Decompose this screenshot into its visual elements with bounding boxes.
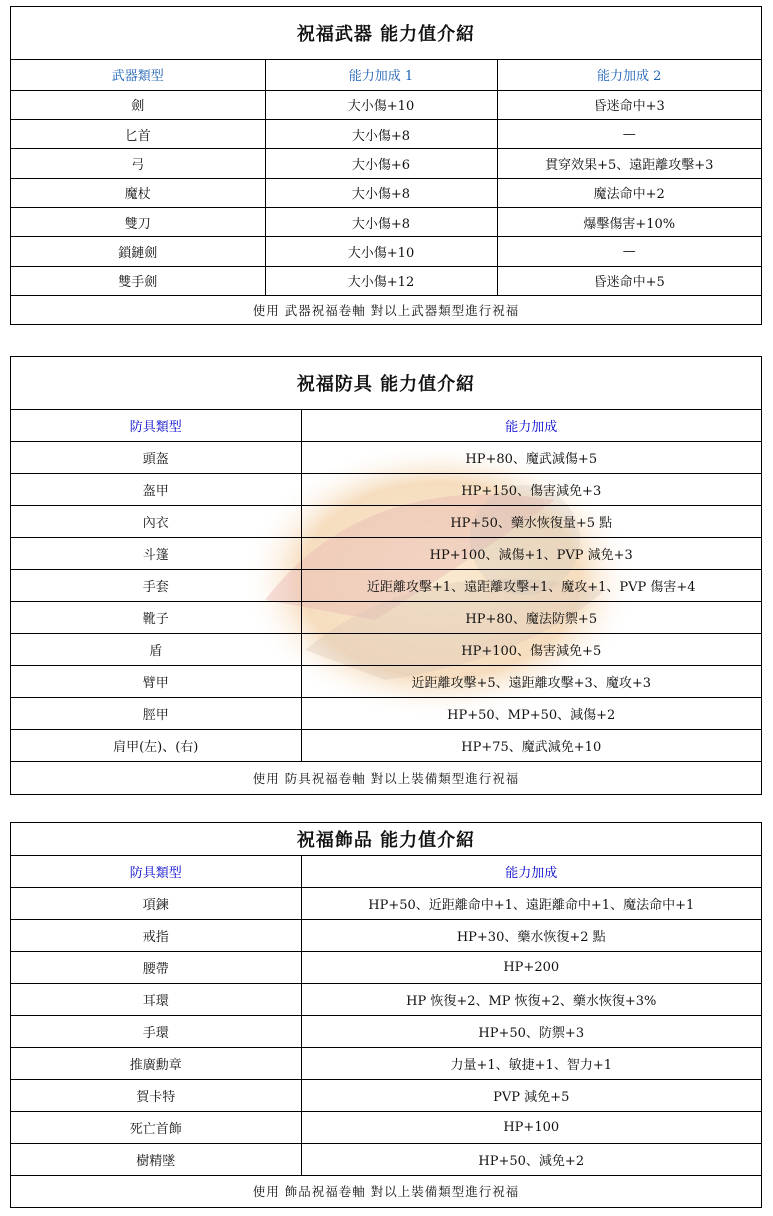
bonus-cell: 大小傷+10: [265, 237, 497, 266]
table-row: [11, 1015, 761, 1047]
table-row: [11, 441, 761, 473]
item-type-cell: 項鍊: [11, 887, 301, 919]
item-type-cell: 脛甲: [11, 698, 301, 730]
bonus-cell: PVP 減免+5: [301, 1079, 761, 1111]
armor-title: 祝福防具 能力值介紹: [11, 357, 761, 409]
item-type-cell: 盾: [11, 634, 301, 666]
table-row: [11, 1111, 761, 1143]
table-row: [11, 698, 761, 730]
table-row: [11, 149, 761, 178]
bonus-cell: HP+50、減免+2: [301, 1143, 761, 1175]
item-type-cell: 手環: [11, 1015, 301, 1047]
table-row: [11, 505, 761, 537]
item-type-cell: 肩甲(左)、(右): [11, 730, 301, 762]
accessories-header-bonus: 能力加成: [301, 855, 761, 887]
bonus-cell: 昏迷命中+5: [497, 266, 761, 295]
bonus-cell: HP+50、藥水恢復量+5 點: [301, 505, 761, 537]
item-type-cell: 劍: [11, 90, 265, 119]
weapons-header-bonus2: 能力加成 2: [497, 60, 761, 90]
accessories-header-type: 防具類型: [11, 855, 301, 887]
armor-header-bonus: 能力加成: [301, 409, 761, 441]
table-row: [11, 569, 761, 601]
item-type-cell: 斗篷: [11, 537, 301, 569]
item-type-cell: 鎖鏈劍: [11, 237, 265, 266]
item-type-cell: 臂甲: [11, 666, 301, 698]
item-type-cell: 雙手劍: [11, 266, 265, 295]
bonus-cell: 昏迷命中+3: [497, 90, 761, 119]
bonus-cell: HP+30、藥水恢復+2 點: [301, 919, 761, 951]
bonus-cell: 大小傷+8: [265, 207, 497, 236]
item-type-cell: 推廣勳章: [11, 1047, 301, 1079]
item-type-cell: 內衣: [11, 505, 301, 537]
item-type-cell: 死亡首飾: [11, 1111, 301, 1143]
accessories-title: 祝福飾品 能力值介紹: [11, 823, 761, 855]
bonus-cell: 魔法命中+2: [497, 178, 761, 207]
bonus-cell: HP 恢復+2、MP 恢復+2、藥水恢復+3%: [301, 983, 761, 1015]
weapons-panel: [10, 6, 762, 325]
table-row: [11, 634, 761, 666]
item-type-cell: 靴子: [11, 602, 301, 634]
bonus-cell: 爆擊傷害+10%: [497, 207, 761, 236]
bonus-cell: 近距離攻擊+1、遠距離攻擊+1、魔攻+1、PVP 傷害+4: [301, 569, 761, 601]
bonus-cell: HP+80、魔法防禦+5: [301, 602, 761, 634]
bonus-cell: 力量+1、敏捷+1、智力+1: [301, 1047, 761, 1079]
weapons-table-body: [11, 90, 761, 296]
table-row: [11, 1047, 761, 1079]
bonus-cell: 近距離攻擊+5、遠距離攻擊+3、魔攻+3: [301, 666, 761, 698]
table-row: [11, 237, 761, 266]
bonus-cell: 大小傷+12: [265, 266, 497, 295]
bonus-cell: 大小傷+6: [265, 149, 497, 178]
weapons-title: 祝福武器 能力值介紹: [11, 7, 761, 60]
table-row: [11, 887, 761, 919]
bonus-cell: HP+50、防禦+3: [301, 1015, 761, 1047]
weapons-header-bonus1: 能力加成 1: [265, 60, 497, 90]
item-type-cell: 手套: [11, 569, 301, 601]
item-type-cell: 盔甲: [11, 473, 301, 505]
table-row: [11, 473, 761, 505]
armor-footer: 使用 防具祝福卷軸 對以上裝備類型進行祝福: [11, 762, 761, 794]
table-row: [11, 537, 761, 569]
bonus-cell: HP+50、MP+50、減傷+2: [301, 698, 761, 730]
item-type-cell: 腰帶: [11, 951, 301, 983]
item-type-cell: 雙刀: [11, 207, 265, 236]
bonus-cell: HP+200: [301, 951, 761, 983]
bonus-cell: 貫穿效果+5、遠距離攻擊+3: [497, 149, 761, 178]
table-row: [11, 178, 761, 207]
armor-header-type: 防具類型: [11, 409, 301, 441]
weapons-footer: 使用 武器祝福卷軸 對以上武器類型進行祝福: [11, 296, 761, 324]
bonus-cell: HP+150、傷害減免+3: [301, 473, 761, 505]
table-row: [11, 983, 761, 1015]
item-type-cell: 魔杖: [11, 178, 265, 207]
bonus-cell: 大小傷+8: [265, 119, 497, 148]
bonus-cell: HP+100、傷害減免+5: [301, 634, 761, 666]
weapons-header-type: 武器類型: [11, 60, 265, 90]
bonus-cell: HP+80、魔武減傷+5: [301, 441, 761, 473]
item-type-cell: 頭盔: [11, 441, 301, 473]
bonus-cell: HP+50、近距離命中+1、遠距離命中+1、魔法命中+1: [301, 887, 761, 919]
bonus-cell: HP+100、減傷+1、PVP 減免+3: [301, 537, 761, 569]
item-type-cell: 匕首: [11, 119, 265, 148]
armor-table-body: [11, 441, 761, 762]
item-type-cell: 弓: [11, 149, 265, 178]
accessories-footer: 使用 飾品祝福卷軸 對以上裝備類型進行祝福: [11, 1175, 761, 1207]
armor-panel: [10, 356, 762, 795]
table-row: [11, 207, 761, 236]
item-type-cell: 樹精墜: [11, 1143, 301, 1175]
accessories-table-body: [11, 887, 761, 1175]
item-type-cell: 賀卡特: [11, 1079, 301, 1111]
table-row: [11, 90, 761, 119]
table-row: [11, 666, 761, 698]
item-type-cell: 耳環: [11, 983, 301, 1015]
table-row: [11, 730, 761, 762]
table-row: [11, 951, 761, 983]
item-type-cell: 戒指: [11, 919, 301, 951]
accessories-panel: [10, 822, 762, 1208]
table-row: [11, 602, 761, 634]
table-row: [11, 1143, 761, 1175]
bonus-cell: 大小傷+8: [265, 178, 497, 207]
table-row: [11, 266, 761, 295]
bonus-cell: —: [497, 237, 761, 266]
bonus-cell: 大小傷+10: [265, 90, 497, 119]
bonus-cell: HP+100: [301, 1111, 761, 1143]
table-row: [11, 1079, 761, 1111]
table-row: [11, 119, 761, 148]
table-row: [11, 919, 761, 951]
bonus-cell: HP+75、魔武減免+10: [301, 730, 761, 762]
bonus-cell: —: [497, 119, 761, 148]
